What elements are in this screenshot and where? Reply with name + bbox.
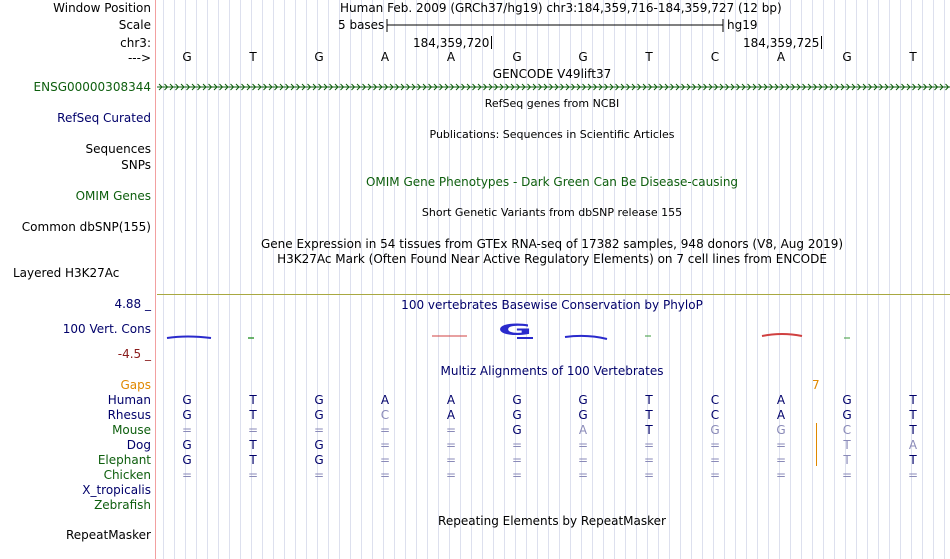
base-letter: G [314, 50, 324, 64]
alignment-cell: = [643, 468, 655, 482]
conservation-min-label: -4.5 _ [117, 347, 151, 361]
alignment-cell: G [578, 408, 588, 422]
alignment-cell: = [775, 438, 787, 452]
omim-track-label[interactable]: OMIM Genes [75, 189, 151, 203]
dbsnp-track-label[interactable]: Common dbSNP(155) [21, 220, 151, 234]
species-label-human[interactable]: Human [107, 393, 151, 407]
alignment-cell: T [843, 438, 851, 452]
track-label-panel [0, 0, 155, 559]
base-letter: A [446, 50, 456, 64]
sequences-track-label[interactable]: Sequences [85, 142, 151, 156]
alignment-cell: T [249, 393, 257, 407]
alignment-cell: G [314, 453, 324, 467]
h3k27ac-track-label[interactable]: Layered H3K27Ac [13, 266, 120, 280]
multiz-track-title[interactable]: Multiz Alignments of 100 Vertebrates [440, 364, 664, 378]
alignment-cell: = [313, 423, 325, 437]
alignment-cell: C [710, 393, 720, 407]
alignment-cell: = [775, 468, 787, 482]
alignment-cell: A [776, 408, 786, 422]
alignment-cell: = [445, 438, 457, 452]
base-letter: G [512, 50, 522, 64]
alignment-cell: = [445, 453, 457, 467]
species-label-zebrafish[interactable]: Zebrafish [94, 498, 151, 512]
alignment-cell: = [313, 468, 325, 482]
window-position-text: Human Feb. 2009 (GRCh37/hg19) chr3:184,359,716-184,359,727 (12 bp) [340, 1, 782, 15]
alignment-cell: C [710, 408, 720, 422]
gap-count: 7 [812, 378, 820, 392]
window-position-label: Window Position [53, 1, 151, 15]
refseq-track-label[interactable]: RefSeq Curated [57, 111, 151, 125]
alignment-cell: T [249, 408, 257, 422]
publications-track-title[interactable]: Publications: Sequences in Scientific Articles [429, 128, 675, 141]
alignment-cell: G [314, 408, 324, 422]
alignment-cell: G [182, 453, 192, 467]
alignment-cell: A [380, 393, 390, 407]
alignment-cell: = [445, 423, 457, 437]
scale-bar [386, 17, 726, 33]
alignment-cell: T [843, 453, 851, 467]
alignment-cell: = [577, 438, 589, 452]
conservation-logo [157, 322, 950, 346]
base-letter: T [645, 50, 653, 64]
snps-track-label[interactable]: SNPs [121, 158, 151, 172]
alignment-cell: A [776, 393, 786, 407]
base-letter: C [710, 50, 720, 64]
repeatmasker-track-title[interactable]: Repeating Elements by RepeatMasker [438, 514, 666, 528]
alignment-cell: = [775, 453, 787, 467]
alignment-cell: T [249, 453, 257, 467]
alignment-cell: A [446, 408, 456, 422]
chrom-label: chr3: [120, 36, 151, 50]
alignment-cell: G [182, 438, 192, 452]
gtex-track-title[interactable]: Gene Expression in 54 tissues from GTEx RNA-seq of 17382 samples, 948 donors (V8, Aug 2019) [260, 237, 844, 251]
alignment-cell: T [645, 393, 653, 407]
panel-divider [155, 0, 156, 559]
gap-marker [816, 423, 817, 466]
alignment-cell: = [247, 468, 259, 482]
alignment-cell: A [446, 393, 456, 407]
base-letter: A [380, 50, 390, 64]
base-letter: T [249, 50, 257, 64]
alignment-cell: = [709, 438, 721, 452]
alignment-cell: = [511, 453, 523, 467]
alignment-cell: T [909, 453, 917, 467]
alignment-cell: = [445, 468, 457, 482]
alignment-cell: G [512, 393, 522, 407]
highlight-divider [157, 294, 950, 295]
alignment-cell: T [249, 438, 257, 452]
h3k27ac-track-title[interactable]: H3K27Ac Mark (Often Found Near Active Regulatory Elements) on 7 cell lines from ENCODE [277, 252, 827, 266]
species-label-dog[interactable]: Dog [126, 438, 151, 452]
base-letter: T [909, 50, 917, 64]
alignment-cell: A [908, 438, 918, 452]
alignment-cell: C [380, 408, 390, 422]
alignment-cell: G [182, 393, 192, 407]
alignment-cell: = [181, 423, 193, 437]
alignment-cell: = [709, 453, 721, 467]
alignment-cell: G [578, 393, 588, 407]
alignment-cell: = [511, 468, 523, 482]
alignment-cell: = [907, 468, 919, 482]
alignment-cell: = [841, 468, 853, 482]
alignment-cell: = [379, 423, 391, 437]
base-letter: G [182, 50, 192, 64]
alignment-cell: = [181, 468, 193, 482]
repeatmasker-track-label[interactable]: RepeatMasker [65, 528, 151, 542]
alignment-cell: G [512, 408, 522, 422]
species-label-elephant[interactable]: Elephant [97, 453, 151, 467]
gaps-label[interactable]: Gaps [120, 378, 151, 392]
alignment-cell: G [314, 393, 324, 407]
gencode-track-title[interactable]: GENCODE V49lift37 [492, 67, 612, 81]
alignment-cell: = [379, 438, 391, 452]
phylop-track-title[interactable]: 100 vertebrates Basewise Conservation by PhyloP [401, 298, 703, 312]
alignment-cell: = [577, 468, 589, 482]
alignment-cell: T [645, 408, 653, 422]
conservation-max-label: 4.88 _ [114, 297, 151, 311]
gene-direction-arrows[interactable] [157, 82, 950, 92]
scale-text: 5 bases [338, 18, 385, 32]
alignment-cell: G [512, 423, 522, 437]
conservation-logo-letter: G [498, 320, 533, 339]
alignment-cell: = [709, 468, 721, 482]
coordinate-label-1: 184,359,720 [413, 36, 492, 50]
alignment-cell: T [645, 423, 653, 437]
alignment-cell: G [314, 438, 324, 452]
alignment-cell: = [511, 438, 523, 452]
alignment-cell: A [578, 423, 588, 437]
omim-track-title[interactable]: OMIM Gene Phenotypes - Dark Green Can Be Disease-causing [365, 175, 739, 189]
alignment-cell: T [909, 408, 917, 422]
alignment-cell: C [842, 423, 852, 437]
alignment-cell: = [577, 453, 589, 467]
coordinate-label-2: 184,359,725 [743, 36, 822, 50]
species-label-mouse[interactable]: Mouse [112, 423, 151, 437]
alignment-cell: = [643, 453, 655, 467]
assembly-text: hg19 [727, 18, 758, 32]
species-label-rhesus[interactable]: Rhesus [107, 408, 151, 422]
alignment-cell: = [379, 453, 391, 467]
alignment-cell: = [247, 423, 259, 437]
alignment-cell: G [842, 393, 852, 407]
base-letter: G [578, 50, 588, 64]
gencode-gene-label[interactable]: ENSG00000308344 [33, 80, 151, 94]
dbsnp-track-title[interactable]: Short Genetic Variants from dbSNP release 155 [421, 206, 683, 219]
base-letter: A [776, 50, 786, 64]
refseq-track-title[interactable]: RefSeq genes from NCBI [484, 97, 620, 110]
alignment-cell: = [379, 468, 391, 482]
strand-arrow-label[interactable]: ---> [127, 51, 151, 65]
scale-label: Scale [118, 18, 151, 32]
alignment-cell: = [643, 438, 655, 452]
species-label-chicken[interactable]: Chicken [103, 468, 151, 482]
alignment-cell: G [776, 423, 786, 437]
alignment-cell: G [182, 408, 192, 422]
alignment-cell: T [909, 393, 917, 407]
alignment-cell: T [909, 423, 917, 437]
alignment-cell: G [842, 408, 852, 422]
conservation-track-label[interactable]: 100 Vert. Cons [62, 322, 151, 336]
base-letter: G [842, 50, 852, 64]
alignment-cell: G [710, 423, 720, 437]
species-label-x_tropicalis[interactable]: X_tropicalis [82, 483, 151, 497]
